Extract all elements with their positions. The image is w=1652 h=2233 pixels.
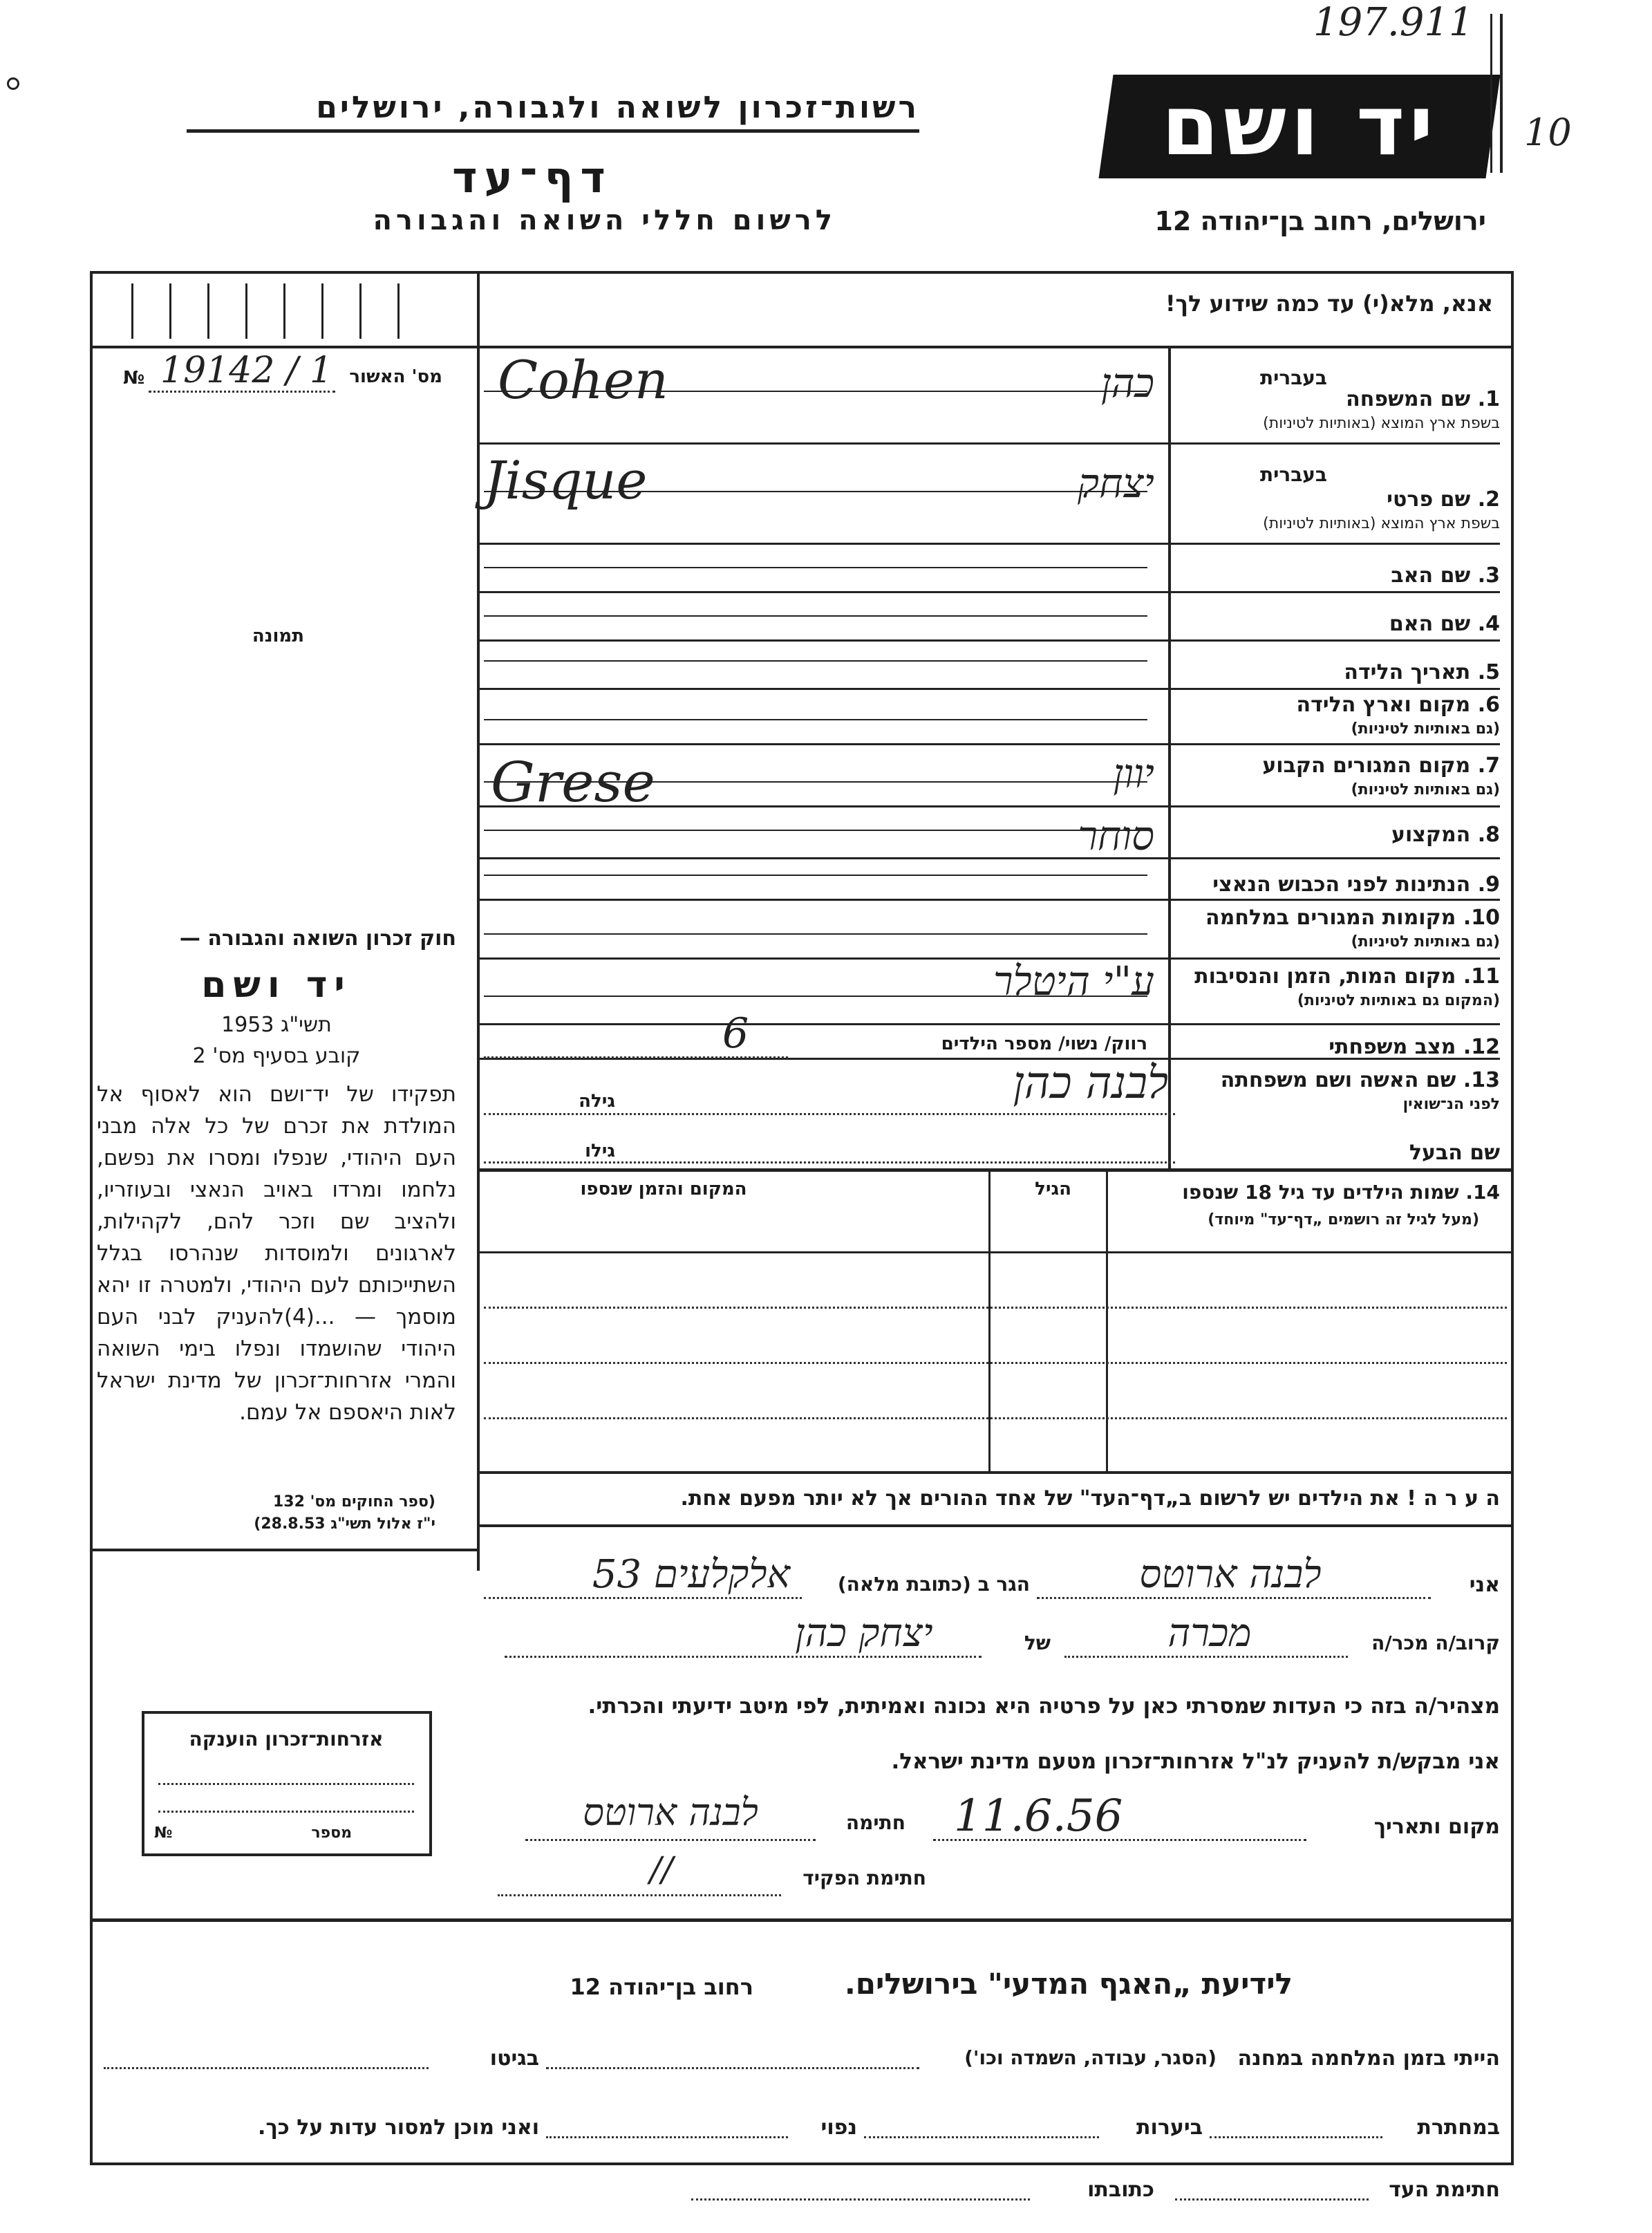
field-6-label: 6. מקום וארץ הלידה [1296,693,1500,717]
field-11-hebrew[interactable]: ע"י היטלר [993,957,1154,1005]
field-1-label: 1. שם המשפחה [1346,387,1500,411]
photo-label: תמונה [252,626,304,646]
decl-date[interactable]: 11.6.56 [954,1791,1123,1842]
field-2-hebrew[interactable]: יצחק [1078,460,1154,507]
cert-title: אזרחות־זכרון הוענקה [189,1728,384,1750]
entry-line [484,933,1147,935]
decl-request: אני מבקש/ת להעניק לנ"ל אזרחות־זכרון מטעם מדינת ישראל. [891,1749,1500,1774]
approval-label: מס' האשור [349,366,442,387]
field-3-label: 3. שם האב [1391,563,1500,588]
form-instruction: אנא, מלא(י) עד כמה שידוע לך! [1165,290,1493,317]
field-13-label: 13. שם האשה ושם משפחתה [1220,1068,1500,1092]
cert-number-label: מספר [311,1824,352,1842]
children-age-col: הגיל [1035,1179,1071,1199]
decl-address[interactable]: אלקלעים 53 [592,1552,791,1597]
field-row-separator [477,442,1500,445]
children-count[interactable]: 6 [722,1009,749,1058]
certificate-box [142,1711,432,1856]
footer-line3-b: כתובתו [1087,2178,1154,2202]
page-subtitle: לרשום חללי השואה והגבורה [373,205,836,236]
field-11-label: 11. מקום המות, הזמן והנסיבות [1194,964,1500,989]
entry-line [484,719,1147,720]
cert-no-mark: № [154,1824,173,1842]
field-7-sub: (גם באותיות לטיניות) [1351,781,1500,798]
entry-line [484,660,1147,662]
law-year: תשי"ג 1953 [221,1013,332,1037]
archive-number: 197.911 [1313,0,1474,45]
field-4-label: 4. שם האם [1389,612,1500,636]
page-mark: 10 [1524,111,1572,154]
field-2-latin[interactable]: Jisque [484,449,648,511]
decl-statement: מצהיר/ה בזה כי העדות שמסרתי כאן על פרטיה היא נכונה ואמיתית, לפי מיטב ידיעתי והכרתי. [588,1694,1500,1719]
approval-no-mark: № [123,368,145,389]
field-6-sub: (גם באותיות לטיניות) [1351,720,1500,738]
field-12-label: 12. מצב משפחתי [1329,1035,1500,1059]
footer-line2-b: ביערות [1136,2115,1203,2140]
entry-line [484,875,1147,876]
field-1-hebrew[interactable]: כהן [1100,359,1154,407]
field-7-hebrew[interactable]: יוון [1113,750,1154,797]
field-8-label: 8. המקצוע [1391,823,1500,847]
children-note: (מעל לגיל זה רושמים „דף־עד" מיוחד) [1208,1211,1479,1228]
footer-title: לידיעת „האגף המדעי" בירושלים. [844,1967,1293,2001]
law-body: תפקידו של יד־ושם הוא לאסוף אל המולדת את זכרם של כל אלה מבני העם היהודי, שנפלו ומסרו את נפשם, נלחמו ומרדו באויב הנאצי ובעוזריו, ולהציב שם וזכר להם, לקהילות, לארגונים ולמוסדות שנהרסו בגלל השתייכותם לעם היהודי, ולמטרה זו יהא מוסמך — ...(4)להעניק לבני העם היהודי שהושמדו ונפלו בימי השואה והמרי אזרחות־זכרון של מדינת ישראל לאות היאספם אל עמם. [97,1082,456,1425]
footer-line2-d: ואני מוכן למסור עדות על כך. [258,2115,539,2140]
footer-line2-c: נפוי [820,2115,857,2140]
tick-boxes [131,283,463,339]
decl-relation[interactable]: מכרה [1167,1611,1252,1656]
page-title: דף־עד [452,152,612,203]
law-source-date: י"ז אלול תשי"ג 28.8.53) [254,1515,435,1533]
field-row-separator [477,899,1500,901]
field-row-separator [477,1023,1500,1025]
field-row-separator [477,591,1500,593]
field-7-label: 7. מקום המגורים הקבוע [1262,754,1500,778]
field-row-separator [477,543,1500,545]
decl-place-date-label: מקום ותאריך [1373,1815,1500,1839]
decl-official-mark[interactable]: // [650,1849,673,1889]
field-1-sub: בשפת ארץ המוצא (באותיות לטיניות) [1263,415,1500,432]
field-9-label: 9. הנתינות לפני הכבוש הנאצי [1212,872,1500,897]
children-place-col: המקום והזמן שנספו [580,1179,747,1199]
decl-of-label: של [1024,1632,1051,1654]
footer-line3-a: חתימת העד [1389,2178,1500,2202]
header-address: ירושלים, רחוב בן־יהודה 12 [1154,206,1486,236]
margin-dot [7,77,19,90]
decl-relative-name[interactable]: יצחק כהן [795,1611,933,1656]
law-heading: חוק זכרון השואה והגבורה — [179,926,456,951]
footer-line1-a: הייתי בזמן המלחמה במחנה [1237,2046,1500,2071]
law-source: (ספר החוקים מס' 132 [272,1493,435,1511]
field-7-latin[interactable]: Grese [491,750,655,814]
footer-line1-c: בגיטו [489,2046,539,2071]
marital-options[interactable]: רווק/ נשוי/ מספר הילדים [941,1034,1147,1054]
field-row-separator [477,688,1500,690]
field-8-hebrew[interactable]: סוחר [1078,812,1154,859]
hebrew-label-1: בעברית [1259,366,1327,389]
field-2-sub: בשפת ארץ המוצא (באותיות לטיניות) [1263,515,1500,532]
field-10-label: 10. מקומות המגורים במלחמה [1205,906,1500,930]
law-clause: קובע בסעיף מס' 2 [192,1044,361,1068]
footer-line2-a: במחתרת [1417,2115,1500,2140]
decl-residing-label: הגר ב (כתובת מלאה) [837,1573,1030,1596]
decl-official-label: חתימת הפקיד [802,1867,926,1889]
decl-declarant[interactable]: לבנה ארוטס [1139,1552,1322,1597]
field-2-label: 2. שם פרטי [1387,487,1500,512]
decl-signature[interactable]: לבנה ארוטס [583,1791,758,1834]
entry-line [484,615,1147,617]
decl-relative-label: קרוב/ה מכר/ה [1371,1632,1500,1654]
wife-age-label: גילה [579,1091,615,1112]
field-10-sub: (גם באותיות לטיניות) [1351,933,1500,951]
law-name: יד ושם [201,964,352,1006]
decl-i-label: אני [1469,1573,1500,1597]
logo-text: יד ושם [1161,78,1438,174]
field-1-latin[interactable]: Cohen [498,349,668,411]
hebrew-label-2: בעברית [1259,463,1327,486]
footer-address: רחוב בן־יהודה 12 [570,1974,753,2000]
field-13-sub: לפני הנ־שואין [1402,1096,1500,1113]
children-remark: ה ע ר ה ! את הילדים יש לרשום ב„דף־העד" של אחד ההורים אך לא יותר מפעם אחת. [680,1486,1500,1511]
husband-label: שם הבעל [1409,1141,1500,1165]
entry-line [484,567,1147,568]
approval-number: 19142 / 1 [160,350,333,391]
field-row-separator [477,743,1500,745]
decl-signature-label: חתימה [845,1811,905,1834]
field-5-label: 5. תאריך הלידה [1344,660,1500,684]
children-title: 14. שמות הילדים עד גיל 18 שנספו [1182,1181,1500,1204]
field-11-sub: (המקום גם באותיות לטיניות) [1297,992,1500,1009]
footer-line1-b: (הסגר, עבודה, השמדה וכו') [964,2046,1217,2069]
field-row-separator [477,639,1500,642]
field-13-hebrew[interactable]: לבנה כהן [1013,1058,1168,1109]
husband-age-label: גילו [585,1141,615,1161]
yad-vashem-logo [1098,75,1500,178]
authority-name: רשות־זכרון לשואה ולגבורה, ירושלים [187,90,919,133]
